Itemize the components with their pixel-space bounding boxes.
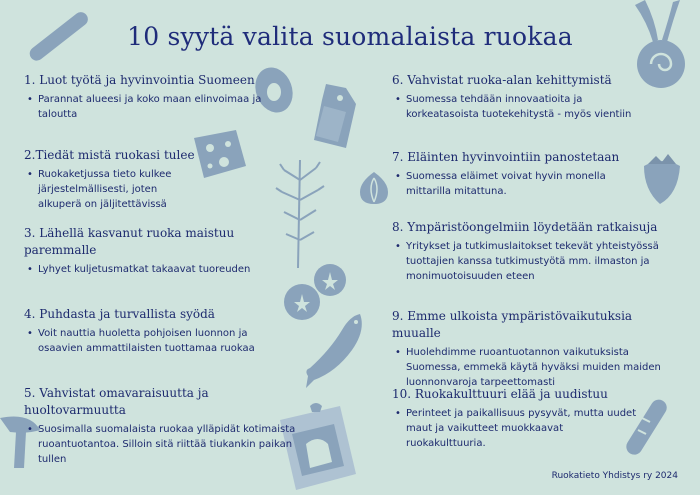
cucumber-icon: [28, 10, 88, 65]
reason-9-text: • Huolehdimme ruoantuotannon vaikutuksista Suomessa, emmekä käytä hyväksi muiden maiden luonnonvaroja tarpeettomasti: [392, 345, 667, 390]
reason-5-text: • Suosimalla suomalaista ruokaa ylläpidät kotimaista ruoantuotantoa. Silloin sitä riittää tiukankin paikan tullen: [24, 422, 296, 467]
reason-7-heading: 7. Eläinten hyvinvointiin panostetaan: [392, 150, 620, 164]
reason-8-heading: 8. Ympäristöongelmiin löydetään ratkaisuja: [392, 220, 658, 234]
credit: Ruokatieto Yhdistys ry 2024: [551, 471, 678, 481]
reason-8: [392, 219, 672, 284]
reason-10-text: • Perinteet ja paikallisuus pysyvät, mutta uudet maut ja vaikutteet muokkaavat ruokakulttuuria.: [392, 406, 642, 451]
onion-icon: [354, 168, 394, 208]
fish-icon: [300, 310, 370, 390]
reason-8-text: • Yritykset ja tutkimuslaitokset tekevät yhteistyössä tuottajien kanssa tutkimustyötä mm. ilmaston ja monimuotoisuuden eteen: [392, 239, 672, 284]
reason-10: [392, 386, 642, 451]
milk-carton-icon: [308, 82, 363, 152]
reason-7: [392, 149, 657, 199]
reason-2-heading: 2.Tiedät mistä ruokasi tulee: [24, 148, 195, 162]
reason-3: [24, 225, 289, 277]
reason-4-text: • Voit nauttia huoletta pohjoisen luonnon ja osaavien ammattilaisten tuottamaa ruokaa: [24, 326, 289, 356]
reason-3-heading: 3. Lähellä kasvanut ruoka maistuu paremmalle: [24, 226, 235, 257]
reason-5: [24, 385, 296, 467]
reason-2-text: • Ruokaketjussa tieto kulkee järjestelmällisesti, joten alkuperä on jäljitettävissä: [24, 167, 199, 212]
reason-5-heading: 5. Vahvistat omavaraisuutta ja huoltovarmuutta: [24, 386, 209, 417]
reason-1: [24, 72, 289, 122]
reason-1-heading: 1. Luot työtä ja hyvinvointia Suomeen: [24, 73, 255, 87]
page-title: 10 syytä valita suomalaista ruokaa: [127, 22, 573, 51]
reason-10-heading: 10. Ruokakulttuuri elää ja uudistuu: [392, 387, 608, 401]
reason-9-heading: 9. Emme ulkoista ympäristövaikutuksia muualle: [392, 309, 633, 340]
reason-2: [24, 147, 289, 212]
reason-9: [392, 308, 667, 390]
reason-4-heading: 4. Puhdasta ja turvallista syödä: [24, 307, 215, 321]
reason-6-heading: 6. Vahvistat ruoka-alan kehittymistä: [392, 73, 612, 87]
reason-4: [24, 306, 289, 356]
reason-6: [392, 72, 657, 122]
reason-6-text: • Suomessa tehdään innovaatioita ja korkeatasoista tuotekehitystä - myös vientiin: [392, 92, 657, 122]
reason-1-text: • Parannat alueesi ja koko maan elinvoimaa ja taloutta: [24, 92, 289, 122]
reason-3-text: • Lyhyet kuljetusmatkat takaavat tuoreuden: [24, 262, 289, 277]
reason-7-text: • Suomessa eläimet voivat hyvin monella mittarilla mitattuna.: [392, 169, 622, 199]
